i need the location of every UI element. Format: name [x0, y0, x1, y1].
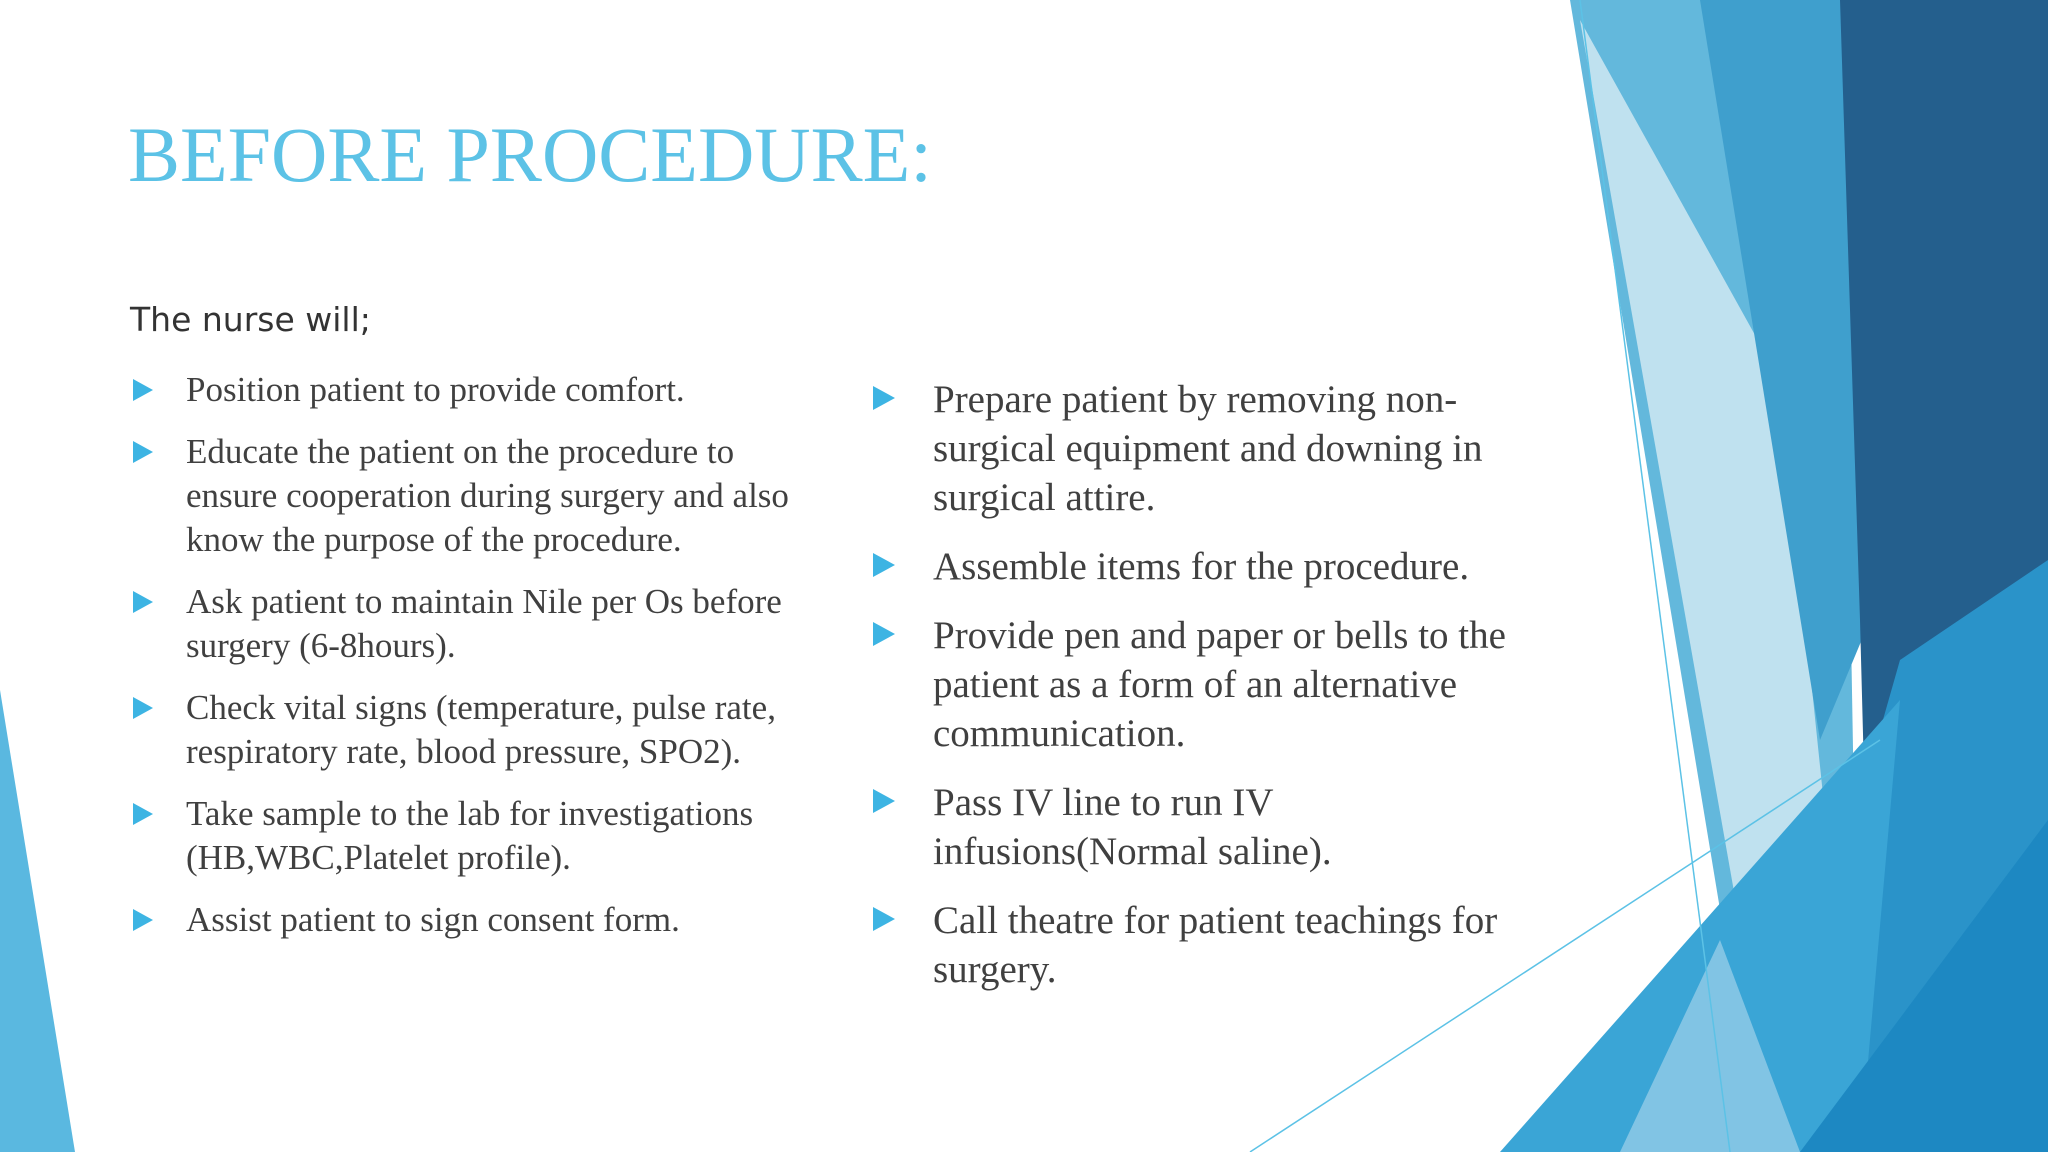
- list-item: [133, 580, 823, 668]
- left-bullet-list: [133, 368, 823, 960]
- list-item: [873, 778, 1553, 876]
- bullet-arrow-icon: [873, 789, 895, 813]
- list-item: [873, 542, 1553, 591]
- list-item-text: Position patient to provide comfort.: [186, 370, 685, 409]
- list-item-text: Take sample to the lab for investigations (HB,WBC,Platelet profile).: [186, 794, 754, 877]
- bullet-arrow-icon: [133, 697, 153, 719]
- slide-title: BEFORE PROCEDURE:: [128, 111, 932, 198]
- bullet-arrow-icon: [133, 803, 153, 825]
- list-item-text: Assemble items for the procedure.: [933, 545, 1470, 588]
- right-bullet-list: [873, 375, 1553, 1014]
- list-item: [873, 611, 1553, 758]
- list-item-text: Call theatre for patient teachings for surgery.: [933, 899, 1498, 991]
- bullet-arrow-icon: [133, 591, 153, 613]
- list-item: [873, 375, 1553, 522]
- intro-text: The nurse will;: [130, 300, 371, 339]
- bullet-arrow-icon: [133, 909, 153, 931]
- bullet-arrow-icon: [873, 553, 895, 577]
- list-item-text: Educate the patient on the procedure to ensure cooperation during surgery and also know the purpose of the procedure.: [186, 432, 789, 559]
- bullet-arrow-icon: [873, 622, 895, 646]
- list-item-text: Ask patient to maintain Nile per Os before surgery (6-8hours).: [186, 582, 782, 665]
- bullet-arrow-icon: [133, 379, 153, 401]
- list-item: [133, 792, 823, 880]
- bullet-arrow-icon: [133, 441, 153, 463]
- list-item: [873, 896, 1553, 994]
- list-item-text: Prepare patient by removing non-surgical equipment and downing in surgical attire.: [933, 378, 1483, 519]
- list-item: [133, 430, 823, 562]
- deco-left-sliver: [0, 690, 75, 1152]
- list-item: [133, 898, 823, 942]
- list-item-text: Check vital signs (temperature, pulse rate, respiratory rate, blood pressure, SPO2).: [186, 688, 776, 771]
- list-item-text: Provide pen and paper or bells to the patient as a form of an alternative communication.: [933, 614, 1506, 755]
- bullet-arrow-icon: [873, 907, 895, 931]
- bullet-arrow-icon: [873, 386, 895, 410]
- list-item: [133, 686, 823, 774]
- list-item-text: Assist patient to sign consent form.: [186, 900, 680, 939]
- list-item: [133, 368, 823, 412]
- list-item-text: Pass IV line to run IV infusions(Normal saline).: [933, 781, 1332, 873]
